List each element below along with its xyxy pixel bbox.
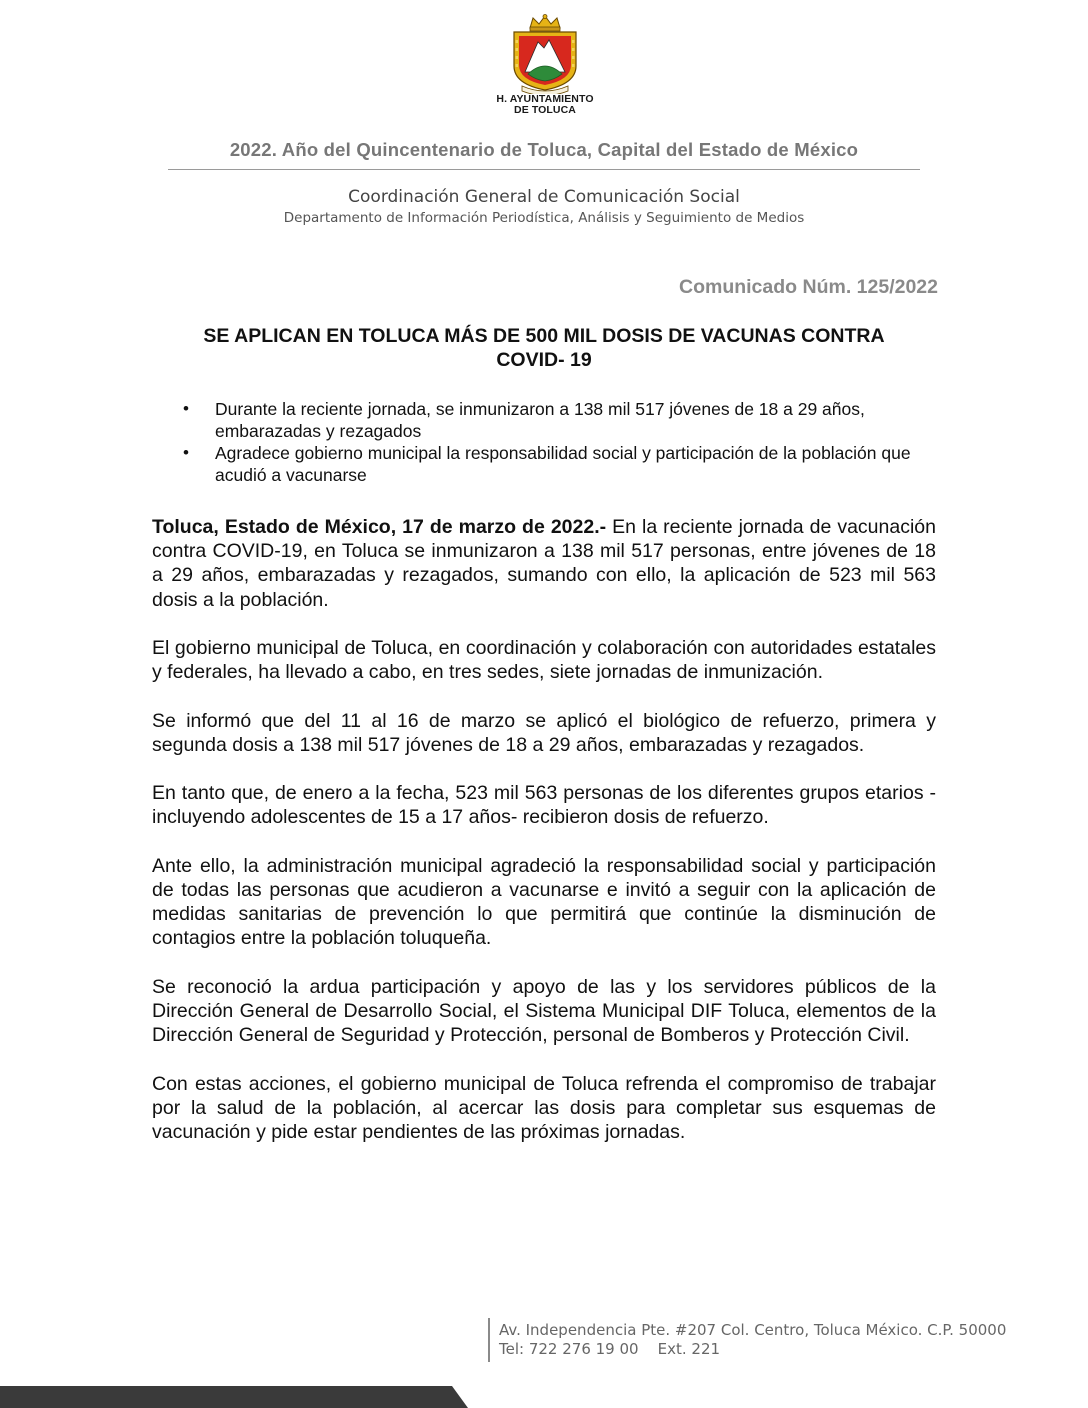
headline-line1: SE APLICAN EN TOLUCA MÁS DE 500 MIL DOSIS DE VACUNAS CONTRA [203,325,885,347]
footer-divider [488,1318,490,1362]
paragraph: Se informó que del 11 al 16 de marzo se aplicó el biológico de refuerzo, primera y segunda dosis a 138 mil 517 jóvenes de 18 a 29 años, embarazadas y rezagados. [152,709,936,756]
paragraph: Se reconoció la ardua participación y apoyo de las y los servidores públicos de la Dirección General de Desarrollo Social, el Sistema Municipal DIF Toluca, elementos de la Dirección General de Seguridad y Protección, personal de Bomberos y Protección Civil. [152,975,936,1047]
summary-bullets [152,398,936,486]
coordination-title: Coordinación General de Comunicación Social [348,187,740,207]
paragraph: En tanto que, de enero a la fecha, 523 mil 563 personas de los diferentes grupos etarios -incluyendo adolescentes de 15 a 17 años- recibieron dosis de refuerzo. [152,782,936,829]
year-motto: 2022. Año del Quincentenario de Toluca, Capital del Estado de México [229,139,859,160]
paragraph: Ante ello, la administración municipal agradeció la responsabilidad social y participación de todas las personas que acudieron a vacunarse e invitó a seguir con la aplicación de medidas sanitarias de prevención lo que permitirá que continúe la disminución de contagios entre la población toluqueña. [152,854,936,950]
org-name-line1: H. AYUNTAMIENTO [496,93,594,105]
bullet-item [152,442,936,486]
footer-address: Av. Independencia Pte. #207 Col. Centro, Toluca México. C.P. 50000 [499,1321,1007,1339]
bullet-text: Durante la reciente jornada, se inmunizaron a 138 mil 517 jóvenes de 18 a 29 años, embarazadas y rezagados [215,399,865,441]
communique-number: Comunicado Núm. 125/2022 [678,276,938,298]
headline-line2: COVID- 19 [496,349,592,371]
bullet-dot-icon: • [183,443,189,462]
paragraph-text: En la reciente jornada de vacunación contra COVID-19, en Toluca se inmunizaron a 138 mil 517 personas, entre jóvenes de 18 a 29 años, embarazadas y rezagados, sumando con ello, la aplicación de 523 mil 563 dosis a la población. [152,516,936,611]
municipal-logo [488,14,602,116]
toluca-coat-of-arms-icon [508,14,582,94]
bullet-item [152,398,936,442]
paragraph: El gobierno municipal de Toluca, en coordinación y colaboración con autoridades estatales y federales, ha llevado a cabo, en tres sedes, siete jornadas de inmunización. [152,637,936,684]
org-name-line2: DE TOLUCA [514,104,576,116]
bullet-text: Agradece gobierno municipal la responsabilidad social y participación de la población que acudió a vacunarse [215,443,911,485]
header-divider [168,169,920,170]
department-name: Departamento de Información Periodística, Análisis y Seguimiento de Medios [283,210,805,226]
footer-phone: Tel: 722 276 19 00 Ext. 221 [499,1340,721,1358]
paragraph: Con estas acciones, el gobierno municipal de Toluca refrenda el compromiso de trabajar por la salud de la población, al acercar las dosis para completar sus esquemas de vacunación y pide estar pendientes de las próximas jornadas. [152,1072,936,1143]
paragraph [152,515,936,612]
footer-stripe [0,1386,1088,1408]
dateline: Toluca, Estado de México, 17 de marzo de 2022.- [152,516,607,538]
article-body [152,515,936,1168]
headline [152,324,936,372]
bullet-dot-icon: • [183,399,189,418]
